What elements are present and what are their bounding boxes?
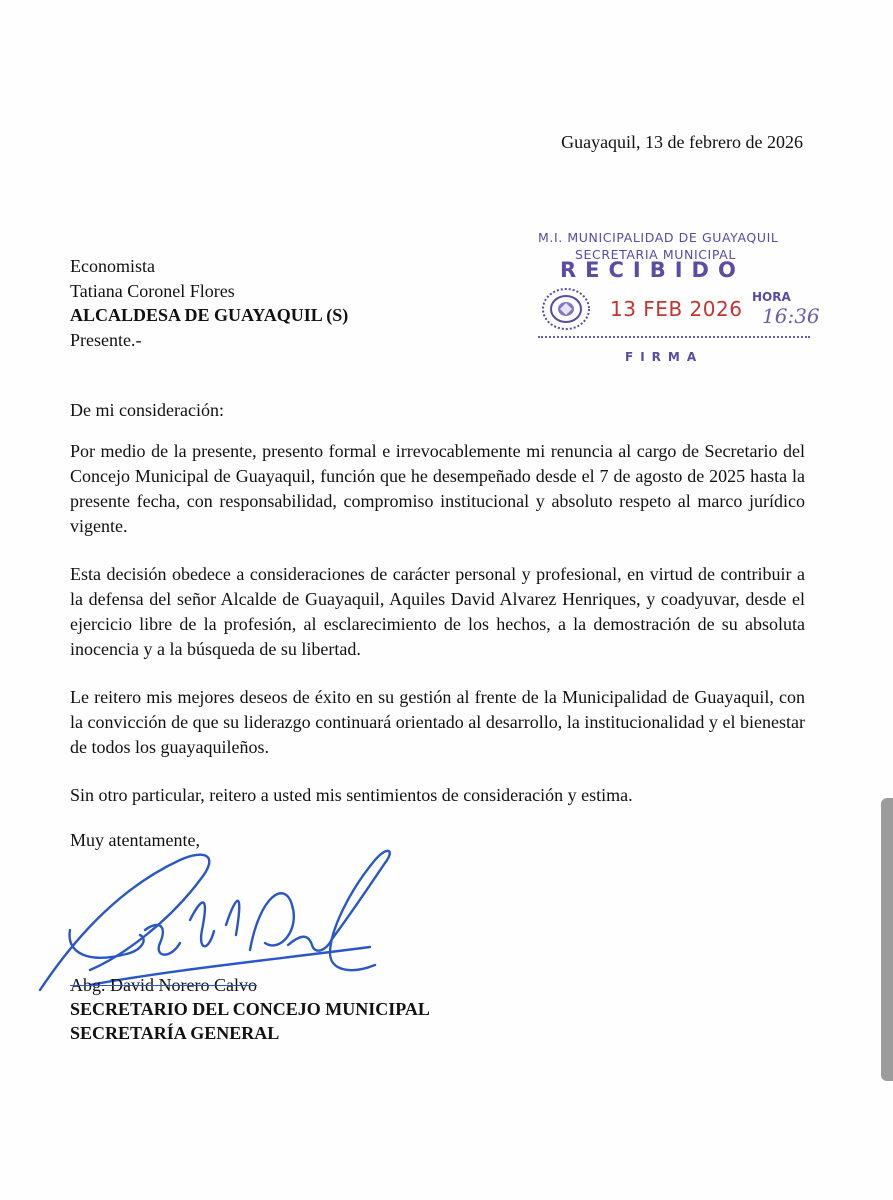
seal-icon xyxy=(540,286,592,332)
paragraph-farewell: Sin otro particular, reitero a usted mis sentimientos de consideración y estima. xyxy=(70,785,633,805)
letter-date: Guayaquil, 13 de febrero de 2026 xyxy=(561,132,803,152)
recipient-position: ALCALDESA DE GUAYAQUIL (S) xyxy=(70,305,349,325)
signer-department: SECRETARÍA GENERAL xyxy=(70,1023,280,1043)
stamp-institution: M.I. MUNICIPALIDAD DE GUAYAQUIL xyxy=(538,230,779,245)
stamp-department: SECRETARIA MUNICIPAL xyxy=(575,247,736,262)
recipient-name: Tatiana Coronel Flores xyxy=(70,280,235,301)
paragraph-wishes: Le reitero mis mejores deseos de éxito en su gestión al frente de la Municipalidad de Guayaquil, con la convicción de que su liderazgo continuará orientado al desarrollo, la institucionalidad y el bienestar de todos los guayaquileños. xyxy=(70,687,805,757)
signer-name: Abg. David Norero Calvo xyxy=(70,975,257,995)
paragraph-resignation: Por medio de la presente, presento formal e irrevocablemente mi renuncia al cargo de Secretario del Concejo Municipal de Guayaquil, función que he desempeñado desde el 7 de agosto de 2025 hasta la presente fecha, con responsabilidad, compromiso institucional y absoluto respeto al marco jurídico vigente. xyxy=(70,441,805,536)
stamp-date: 13 FEB 2026 xyxy=(610,297,743,321)
recipient-block xyxy=(70,254,348,352)
received-stamp xyxy=(530,226,820,376)
recipient-presente: Presente.- xyxy=(70,329,142,350)
recipient-title: Economista xyxy=(70,256,155,276)
stamp-status: RECIBIDO xyxy=(560,258,745,282)
closing: Muy atentamente, xyxy=(70,830,200,850)
scrollbar-thumb[interactable] xyxy=(881,798,893,1081)
signer-block xyxy=(70,973,430,1045)
paragraph-reason: Esta decisión obedece a consideraciones de carácter personal y profesional, en virtud de contribuir a la defensa del señor Alcalde de Guayaquil, Aquiles David Alvarez Henriques, y coadyuvar, desde el ejercicio libre de la profesión, al esclarecimiento de los hechos, a la demostración de su absoluta inocencia y a la búsqueda de su libertad. xyxy=(70,564,805,659)
stamp-signature-line xyxy=(538,336,810,338)
stamp-hora-label: HORA xyxy=(752,290,791,304)
signer-position: SECRETARIO DEL CONCEJO MUNICIPAL xyxy=(70,999,430,1019)
letter-body xyxy=(70,398,805,808)
stamp-firma-label: FIRMA xyxy=(625,350,704,364)
stamp-hora-value: 16:36 xyxy=(762,304,820,328)
greeting: De mi consideración: xyxy=(70,400,224,420)
